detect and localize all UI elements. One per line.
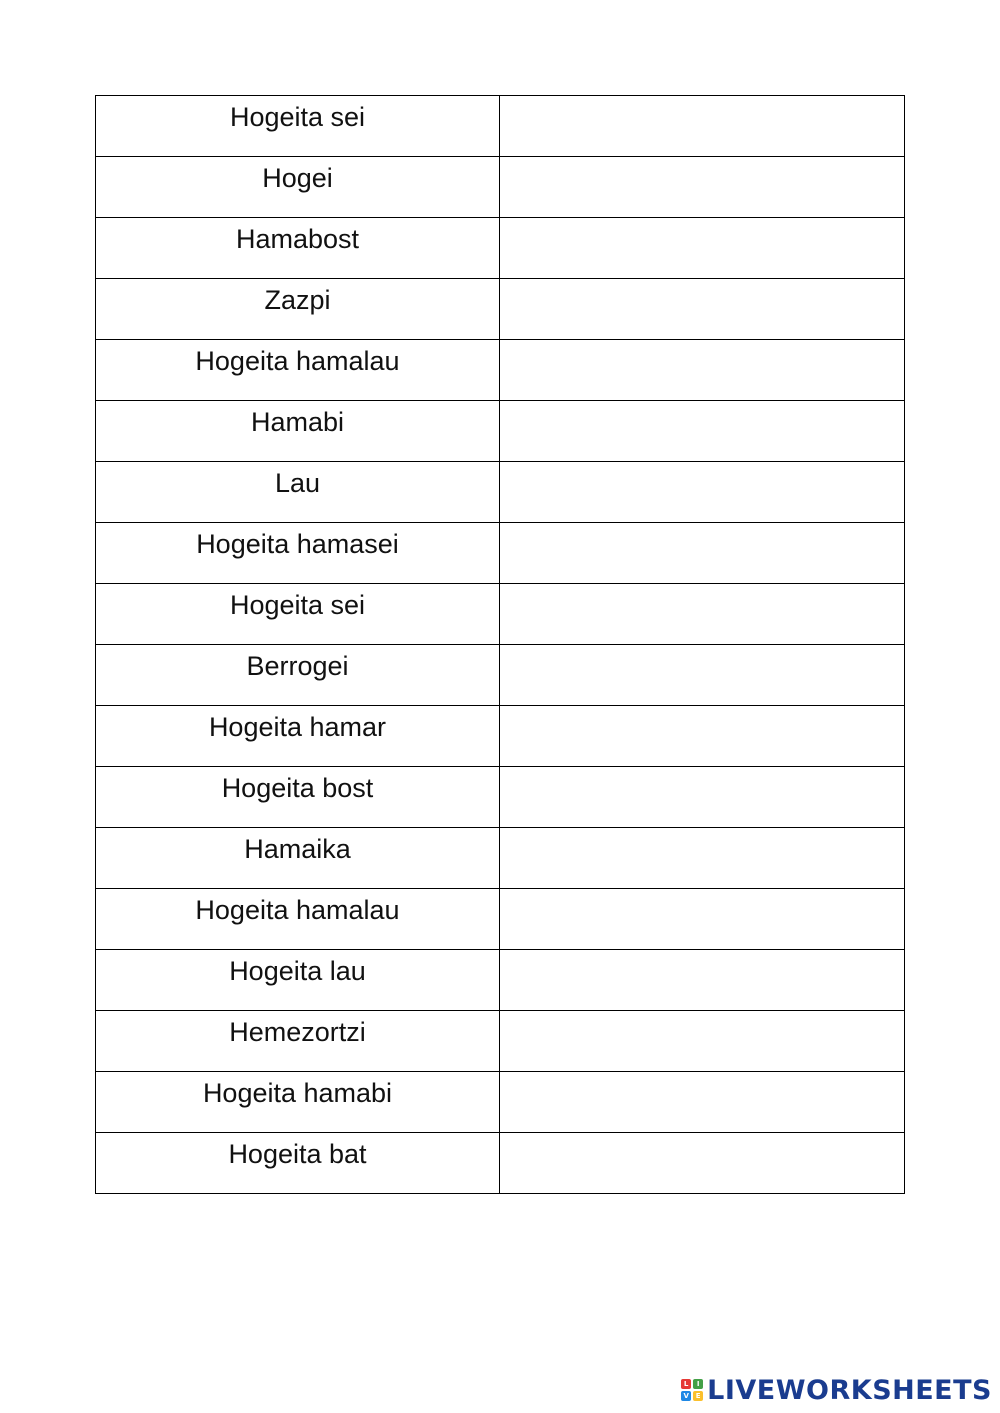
answer-input[interactable] xyxy=(500,950,904,1010)
table-row xyxy=(96,584,905,645)
table-row xyxy=(96,828,905,889)
number-word-cell: Hogeita sei xyxy=(96,96,500,157)
number-word-cell: Hogei xyxy=(96,157,500,218)
table-row xyxy=(96,950,905,1011)
answer-cell[interactable] xyxy=(500,584,905,645)
liveworksheets-logo-icon xyxy=(681,1379,703,1401)
number-word-cell: Berrogei xyxy=(96,645,500,706)
answer-input[interactable] xyxy=(500,157,904,217)
answer-input[interactable] xyxy=(500,1072,904,1132)
answer-input[interactable] xyxy=(500,584,904,644)
worksheet-body xyxy=(96,96,905,1194)
number-word-cell: Hamaika xyxy=(96,828,500,889)
answer-cell[interactable] xyxy=(500,950,905,1011)
answer-cell[interactable] xyxy=(500,340,905,401)
number-word-cell: Hogeita hamalau xyxy=(96,889,500,950)
answer-input[interactable] xyxy=(500,828,904,888)
number-word-cell: Hogeita bost xyxy=(96,767,500,828)
table-row xyxy=(96,462,905,523)
answer-input[interactable] xyxy=(500,279,904,339)
answer-input[interactable] xyxy=(500,218,904,278)
logo-tile-l: L xyxy=(681,1379,691,1389)
answer-input[interactable] xyxy=(500,401,904,461)
answer-cell[interactable] xyxy=(500,889,905,950)
table-row xyxy=(96,96,905,157)
number-word-cell: Hamabi xyxy=(96,401,500,462)
table-row xyxy=(96,1133,905,1194)
table-row xyxy=(96,523,905,584)
answer-cell[interactable] xyxy=(500,523,905,584)
answer-cell[interactable] xyxy=(500,462,905,523)
answer-cell[interactable] xyxy=(500,645,905,706)
number-word-cell: Hemezortzi xyxy=(96,1011,500,1072)
table-row xyxy=(96,1072,905,1133)
answer-cell[interactable] xyxy=(500,401,905,462)
answer-cell[interactable] xyxy=(500,1072,905,1133)
table-row xyxy=(96,645,905,706)
table-row xyxy=(96,706,905,767)
answer-cell[interactable] xyxy=(500,1011,905,1072)
answer-input[interactable] xyxy=(500,1133,904,1193)
answer-cell[interactable] xyxy=(500,96,905,157)
table-row xyxy=(96,401,905,462)
number-word-cell: Hogeita sei xyxy=(96,584,500,645)
logo-tile-v: V xyxy=(681,1391,691,1401)
number-word-cell: Hogeita hamar xyxy=(96,706,500,767)
number-word-cell: Hogeita lau xyxy=(96,950,500,1011)
answer-cell[interactable] xyxy=(500,279,905,340)
table-row xyxy=(96,889,905,950)
answer-cell[interactable] xyxy=(500,218,905,279)
table-row xyxy=(96,767,905,828)
answer-input[interactable] xyxy=(500,889,904,949)
answer-input[interactable] xyxy=(500,523,904,583)
answer-input[interactable] xyxy=(500,1011,904,1071)
liveworksheets-brand xyxy=(681,1373,992,1407)
number-word-cell: Hogeita hamalau xyxy=(96,340,500,401)
number-word-cell: Zazpi xyxy=(96,279,500,340)
table-row xyxy=(96,218,905,279)
answer-input[interactable] xyxy=(500,462,904,522)
number-word-cell: Hamabost xyxy=(96,218,500,279)
logo-tile-e: E xyxy=(693,1391,703,1401)
answer-cell[interactable] xyxy=(500,706,905,767)
table-row xyxy=(96,279,905,340)
worksheet-table xyxy=(95,95,905,1194)
answer-cell[interactable] xyxy=(500,1133,905,1194)
number-word-cell: Hogeita hamasei xyxy=(96,523,500,584)
number-word-cell: Lau xyxy=(96,462,500,523)
answer-input[interactable] xyxy=(500,767,904,827)
answer-input[interactable] xyxy=(500,706,904,766)
answer-input[interactable] xyxy=(500,96,904,156)
number-word-cell: Hogeita hamabi xyxy=(96,1072,500,1133)
table-row xyxy=(96,157,905,218)
answer-input[interactable] xyxy=(500,645,904,705)
answer-cell[interactable] xyxy=(500,157,905,218)
brand-name: LIVEWORKSHEETS xyxy=(707,1374,992,1406)
answer-input[interactable] xyxy=(500,340,904,400)
table-row xyxy=(96,1011,905,1072)
number-word-cell: Hogeita bat xyxy=(96,1133,500,1194)
logo-tile-i: I xyxy=(693,1379,703,1389)
answer-cell[interactable] xyxy=(500,828,905,889)
answer-cell[interactable] xyxy=(500,767,905,828)
table-row xyxy=(96,340,905,401)
